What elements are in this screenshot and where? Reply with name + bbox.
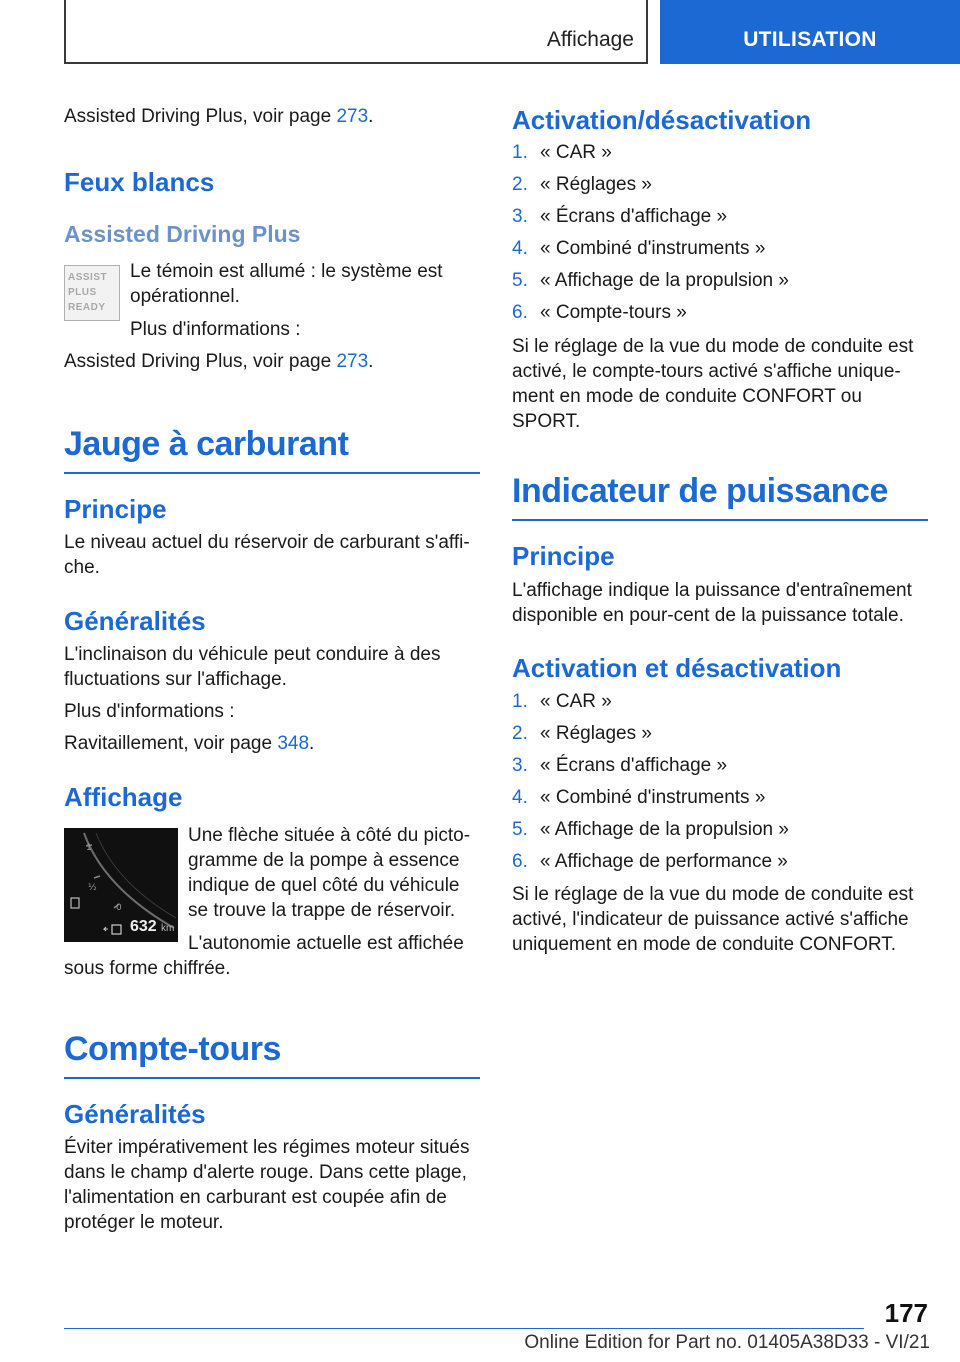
step-number: 4. (512, 787, 528, 808)
assist-plus-ready-icon-text: ASSIST PLUS READY (68, 272, 108, 313)
svg-text:½: ½ (88, 883, 97, 893)
list-item (512, 686, 928, 718)
step-text: « CAR » (540, 142, 612, 163)
page-link-348[interactable]: 348 (277, 733, 310, 754)
heading-principe: Principe (64, 494, 167, 524)
step-text: « Affichage de la propulsion » (540, 270, 789, 291)
heading-activation-et-desactivation: Activation et désactivation (512, 653, 842, 683)
step-number: 3. (512, 206, 528, 227)
list-item (512, 782, 928, 814)
fuel-gauge-cluster-image (64, 828, 178, 942)
step-text: « CAR » (540, 691, 612, 712)
step-text: « Réglages » (540, 174, 652, 195)
step-number: 2. (512, 723, 528, 744)
header-chapter-title: UTILISATION (743, 28, 877, 51)
heading-assisted-driving-plus: Assisted Driving Plus (64, 221, 301, 247)
step-number: 3. (512, 755, 528, 776)
step-text: « Réglages » (540, 723, 652, 744)
step-text: « Écrans d'affichage » (540, 755, 728, 776)
list-item (512, 169, 928, 201)
adp-reference (64, 349, 480, 374)
list-item (512, 846, 928, 878)
intro-paragraph (64, 104, 480, 129)
list-item (512, 137, 928, 169)
step-number: 6. (512, 302, 528, 323)
affichage-paragraph-1: Une flèche située à côté du pictogramme de la pompe à essence indique de quel côté du véhicule se trouve la trappe de réservoir. (188, 825, 471, 921)
step-text: « Combiné d'instruments » (540, 238, 766, 259)
adp-paragraph-2: Plus d'informations : (130, 319, 301, 340)
list-item (512, 297, 928, 329)
assist-plus-ready-icon (64, 265, 120, 321)
step-number: 5. (512, 270, 528, 291)
generalites-reference-end: . (309, 733, 315, 754)
heading-jauge-carburant: Jauge à carburant (64, 422, 480, 474)
intro-end: . (368, 106, 374, 127)
step-number: 2. (512, 174, 528, 195)
heading-principe-right: Principe (512, 541, 615, 571)
generalites-paragraph: L'inclinaison du véhicule peut conduire à des fluctuations sur l'affichage. (64, 644, 441, 690)
adp-paragraph-1: Le témoin est allumé : le système est opérationnel. (130, 261, 443, 307)
step-number: 6. (512, 851, 528, 872)
adp-reference-text: Assisted Driving Plus, voir page (64, 351, 337, 372)
generalites-more: Plus d'informations : (64, 701, 235, 722)
step-number: 1. (512, 142, 528, 163)
list-item (512, 265, 928, 297)
page-link-273-b[interactable]: 273 (336, 351, 369, 372)
heading-affichage: Affichage (64, 782, 183, 812)
affichage-paragraph-2: L'autonomie actuelle est affichée sous forme chiffrée. (64, 933, 464, 979)
principe-paragraph: Le niveau actuel du réservoir de carburant s'affiche. (64, 532, 470, 578)
activation-steps-list (512, 137, 928, 329)
heading-compte-generalites: Généralités (64, 1099, 206, 1129)
header-section-title: Affichage (546, 28, 634, 51)
step-number: 4. (512, 238, 528, 259)
header-section-box (64, 0, 648, 64)
list-item (512, 718, 928, 750)
cluster-range-unit: km (161, 923, 175, 934)
footer-divider (64, 1328, 864, 1329)
cluster-range-value: 632 (130, 918, 157, 935)
principe-right-paragraph: L'affichage indique la puissance d'entraînement disponible en pour-cent de la puissance totale. (512, 580, 912, 626)
list-item (512, 201, 928, 233)
heading-feux-blancs: Feux blancs (64, 167, 215, 197)
generalites-reference-text: Ravitaillement, voir page (64, 733, 278, 754)
list-item (512, 750, 928, 782)
step-number: 1. (512, 691, 528, 712)
generalites-reference (64, 731, 480, 756)
header-chapter-tab (660, 0, 960, 64)
edition-info: Online Edition for Part no. 01405A38D33 - VI/21 (524, 1332, 930, 1353)
heading-indicateur-puissance: Indicateur de puissance (512, 469, 928, 521)
list-item (512, 814, 928, 846)
step-number: 5. (512, 819, 528, 840)
list-item (512, 233, 928, 265)
step-text: « Combiné d'instruments » (540, 787, 766, 808)
svg-text:1: 1 (86, 843, 92, 853)
act2-note: Si le réglage de la vue du mode de conduite est activé, l'indicateur de puissance activé s'affiche uniquement en mode de conduite CONFORT. (512, 884, 914, 955)
step-text: « Écrans d'affichage » (540, 206, 728, 227)
heading-activation-desactivation: Activation/désactivation (512, 105, 812, 135)
page-link-273[interactable]: 273 (336, 106, 369, 127)
activation-note: Si le réglage de la vue du mode de conduite est activé, le compte-tours activé s'affiche uniquement en mode de conduite CONFORT ou SPORT. (512, 336, 914, 432)
intro-text: Assisted Driving Plus, voir page (64, 106, 337, 127)
svg-text:0: 0 (116, 903, 122, 913)
heading-compte-tours: Compte-tours (64, 1027, 480, 1079)
page-number: 177 (884, 1298, 928, 1328)
act2-steps-list (512, 686, 928, 878)
step-text: « Compte-tours » (540, 302, 687, 323)
heading-generalites: Généralités (64, 606, 206, 636)
compte-generalites-paragraph: Éviter impérativement les régimes moteur situés dans le champ d'alerte rouge. Dans cette plage, l'alimentation en carburant est coupée afin de protéger le moteur. (64, 1137, 470, 1233)
adp-reference-end: . (368, 351, 374, 372)
step-text: « Affichage de performance » (540, 851, 788, 872)
step-text: « Affichage de la propulsion » (540, 819, 789, 840)
